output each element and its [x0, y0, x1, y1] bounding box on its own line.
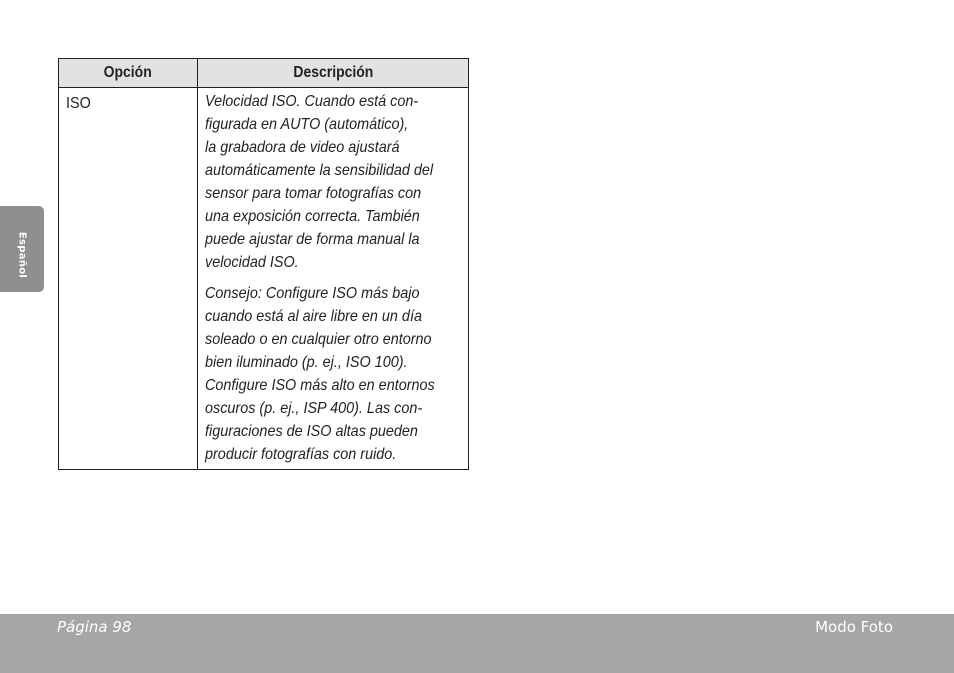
tip-line: bien iluminado (p. ej., ISO 100).	[205, 354, 408, 371]
description-cell	[198, 88, 469, 470]
page-number: Página 98	[57, 618, 132, 636]
table-header-row	[59, 59, 469, 88]
tip-line: producir fotografías con ruido.	[205, 446, 397, 463]
description-line: sensor para tomar fotografías con	[205, 185, 422, 202]
description-column-header: Descripción	[198, 59, 469, 88]
tip-line: cuando está al aire libre en un día	[205, 308, 422, 325]
tip-line: Configure ISO más alto en entornos	[205, 377, 435, 394]
tip-line: oscuros (p. ej., ISP 400). Las con-	[205, 400, 423, 417]
description-paragraph	[205, 90, 464, 274]
description-line: automáticamente la sensibilidad del	[205, 162, 434, 179]
option-description-table	[58, 58, 469, 470]
tip-line: soleado o en cualquier otro entorno	[205, 331, 432, 348]
description-line: una exposición correcta. También	[205, 208, 420, 225]
tip-line: figuraciones de ISO altas pueden	[205, 423, 418, 440]
option-column-header: Opción	[59, 59, 198, 88]
description-line: puede ajustar de forma manual la	[205, 231, 420, 248]
language-tab-label: Español	[16, 231, 28, 279]
language-side-tab	[0, 206, 44, 292]
page-footer	[0, 614, 954, 673]
option-name: ISO	[66, 95, 91, 112]
description-line: la grabadora de video ajustará	[205, 139, 400, 156]
description-line: Velocidad ISO. Cuando está con-	[205, 93, 419, 110]
tip-line: Consejo: Configure ISO más bajo	[205, 285, 420, 302]
description-line: figurada en AUTO (automático),	[205, 116, 409, 133]
tip-paragraph	[205, 282, 464, 466]
section-title: Modo Foto	[815, 618, 893, 636]
option-cell	[59, 88, 198, 470]
description-line: velocidad ISO.	[205, 254, 299, 271]
table-row	[59, 88, 469, 470]
